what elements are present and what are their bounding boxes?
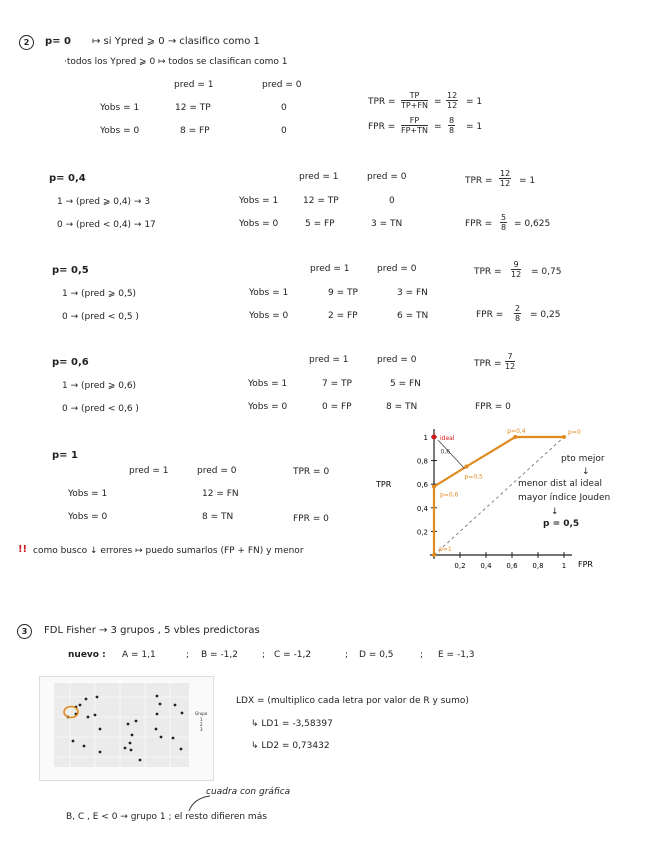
p05-tpr-lhs: TPR = — [474, 267, 502, 277]
p0-fpr-frac2: $\frac{8}{8}$ — [449, 116, 455, 135]
p0-row1-b: 0 — [281, 103, 287, 113]
lda-point — [87, 716, 90, 719]
roc-distance-label: 0,6 — [440, 448, 451, 456]
roc-point — [562, 435, 566, 439]
p05-line2: 0 → (pred < 0,5 ) — [62, 312, 139, 322]
lda-point — [131, 734, 134, 737]
roc-point — [465, 465, 469, 469]
p06-line1: 1 → (pred ⩾ 0,6) — [62, 381, 137, 391]
lda-plot-image — [39, 676, 214, 781]
s3-sep-2: ; — [262, 650, 266, 660]
lda-legend-3: 3 — [200, 727, 203, 732]
roc-note-p05: p = 0,5 — [543, 519, 580, 529]
s3-ld2: ↳ LD2 = 0,73432 — [251, 741, 330, 751]
lda-point — [181, 712, 184, 715]
p04-row1-label: Yobs = 1 — [239, 196, 279, 206]
p04-row1-b: 0 — [389, 196, 395, 206]
roc-y-tick-label: 0,6 — [416, 481, 428, 490]
p04-tpr-lhs: TPR = — [465, 176, 493, 186]
s3-val-c: C = -1,2 — [274, 650, 312, 660]
p0-fpr-lhs: FPR = — [368, 122, 396, 132]
conclusion-mark: !! — [18, 544, 28, 555]
lda-point — [129, 742, 132, 745]
lda-legend-2: 2 — [200, 722, 203, 727]
roc-point-label: p=0,5 — [464, 473, 483, 481]
p05-fpr-frac: $\frac{2}{8}$ — [515, 304, 521, 323]
roc-note-youden: mayor índice Jouden — [518, 493, 611, 503]
p06-row2-b: 8 = TN — [386, 402, 418, 412]
p06-row1-label: Yobs = 1 — [248, 379, 288, 389]
lda-point — [130, 749, 133, 752]
lda-point — [180, 748, 183, 751]
p05-tpr-result: = 0,75 — [531, 267, 562, 277]
p1-col-pred0: pred = 0 — [197, 466, 237, 476]
p05-row1-label: Yobs = 1 — [249, 288, 289, 298]
p04-fpr-lhs: FPR = — [465, 219, 493, 229]
p1-fpr: FPR = 0 — [293, 514, 329, 524]
p04-fpr-frac: $\frac{5}{8}$ — [501, 213, 507, 232]
p1-tpr: TPR = 0 — [293, 467, 330, 477]
roc-x-tick-label: 1 — [561, 562, 567, 570]
s3-sep-3: ; — [345, 650, 349, 660]
p0-fpr-eq: = — [434, 122, 442, 132]
p05-col-pred0: pred = 0 — [377, 264, 417, 274]
lda-point — [124, 747, 127, 750]
lda-point — [172, 737, 175, 740]
roc-x-label: FPR — [578, 560, 593, 569]
p0-tpr-frac2: $\frac{12}{12}$ — [447, 91, 458, 110]
p05-row2-a: 2 = FP — [328, 311, 358, 321]
p0-row2-label: Yobs = 0 — [100, 126, 140, 136]
s3-val-d: D = 0,5 — [359, 650, 394, 660]
p05-line1: 1 → (pred ⩾ 0,5) — [62, 289, 137, 299]
p0-rule: ↦ si Ypred ⩾ 0 → clasifico como 1 — [92, 36, 260, 47]
p05-fpr-result: = 0,25 — [530, 310, 561, 320]
p1-heading: p= 1 — [52, 450, 78, 461]
p0-tpr-eq: = — [434, 97, 442, 107]
roc-y-tick-label: 0,8 — [416, 457, 428, 466]
s3-new-label: nuevo : — [68, 650, 106, 660]
lda-plot-panel — [54, 683, 189, 767]
roc-note-best: pto mejor — [561, 454, 605, 464]
roc-x-tick-label: 0,6 — [506, 562, 518, 570]
p06-row2-label: Yobs = 0 — [248, 402, 288, 412]
p1-row2-label: Yobs = 0 — [68, 512, 108, 522]
p04-col-pred1: pred = 1 — [299, 172, 339, 182]
p06-row1-b: 5 = FN — [390, 379, 421, 389]
p05-tpr-frac: $\frac{9}{12}$ — [511, 260, 522, 279]
roc-y-tick-label: 1 — [423, 434, 428, 442]
roc-point — [432, 553, 436, 557]
p04-col-pred0: pred = 0 — [367, 172, 407, 182]
p05-row2-b: 6 = TN — [397, 311, 429, 321]
p0-row2-b: 0 — [281, 126, 287, 136]
p1-row2-b: 8 = TN — [202, 512, 234, 522]
p04-row2-a: 5 = FP — [305, 219, 335, 229]
p06-tpr-lhs: TPR = — [474, 359, 502, 369]
roc-note-arrow1: ↓ — [582, 467, 590, 477]
p1-row1-b: 12 = FN — [202, 489, 239, 499]
roc-point-label: p=0,6 — [440, 491, 459, 499]
p04-heading: p= 0,4 — [49, 173, 86, 184]
roc-point — [513, 435, 517, 439]
p0-fpr-result: = 1 — [466, 122, 483, 132]
p06-col-pred0: pred = 0 — [377, 355, 417, 365]
lda-point — [83, 745, 86, 748]
p05-row1-a: 9 = TP — [328, 288, 358, 298]
roc-ideal-label: ideal — [440, 435, 455, 442]
s3-val-e: E = -1,3 — [438, 650, 475, 660]
p06-col-pred1: pred = 1 — [309, 355, 349, 365]
p06-fpr: FPR = 0 — [475, 402, 511, 412]
p0-row2-a: 8 = FP — [180, 126, 210, 136]
roc-x-tick-label: 0,2 — [454, 562, 466, 570]
p0-note: ·todos los Ypred ⩾ 0 ↦ todos se clasifican como 1 — [64, 57, 288, 67]
s3-final: B, C , E < 0 → grupo 1 ; el resto difieren más — [66, 812, 267, 822]
s3-sep-1: ; — [186, 650, 190, 660]
roc-note-arrow2: ↓ — [551, 507, 559, 517]
conclusion-text: como busco ↓ errores ↦ puedo sumarlos (FP + FN) y menor — [33, 546, 304, 556]
lda-legend-1: 1 — [200, 717, 203, 722]
roc-y-tick-label: 0,2 — [416, 528, 428, 537]
lda-point — [94, 714, 97, 717]
lda-point — [99, 751, 102, 754]
roc-point-label: p=0 — [568, 429, 581, 436]
lda-point — [135, 720, 138, 723]
p06-tpr-frac: $\frac{7}{12}$ — [505, 352, 516, 371]
p05-row1-b: 3 = FN — [397, 288, 428, 298]
lda-point — [159, 703, 162, 706]
p04-line2: 0 → (pred < 0,4) → 17 — [57, 220, 156, 230]
p04-line1: 1 → (pred ⩾ 0,4) → 3 — [57, 197, 151, 207]
p0-tpr-result: = 1 — [466, 97, 483, 107]
p06-row1-a: 7 = TP — [322, 379, 352, 389]
p05-heading: p= 0,5 — [52, 265, 89, 276]
s3-title: FDL Fisher → 3 grupos , 5 vbles predictoras — [44, 625, 260, 636]
lda-point — [155, 728, 158, 731]
lda-point — [79, 704, 82, 707]
p05-col-pred1: pred = 1 — [310, 264, 350, 274]
p0-row1-label: Yobs = 1 — [100, 103, 140, 113]
s3-ld1: ↳ LD1 = -3,58397 — [251, 719, 333, 729]
p06-heading: p= 0,6 — [52, 357, 89, 368]
p0-fpr-frac1: $\frac{FP}{FP+TN}$ — [401, 116, 428, 135]
p05-fpr-lhs: FPR = — [476, 310, 504, 320]
lda-point — [99, 728, 102, 731]
lda-point — [72, 740, 75, 743]
p1-row1-label: Yobs = 1 — [68, 489, 108, 499]
roc-y-tick-label: 0,4 — [416, 504, 428, 513]
roc-x-tick-label: 0,8 — [532, 562, 544, 570]
p05-row2-label: Yobs = 0 — [249, 311, 289, 321]
roc-point-label: p=1 — [439, 546, 452, 553]
p04-tpr-frac: $\frac{12}{12}$ — [500, 169, 511, 188]
p04-row2-b: 3 = TN — [371, 219, 403, 229]
p0-tpr-lhs: TPR = — [368, 97, 396, 107]
lda-point — [139, 759, 142, 762]
roc-ideal-point — [432, 435, 437, 440]
roc-x-tick-label: 0,4 — [480, 562, 492, 570]
p0-col-pred1: pred = 1 — [174, 80, 214, 90]
s3-val-a: A = 1,1 — [122, 650, 156, 660]
roc-y-label: TPR — [376, 480, 392, 490]
s3-ldx: LDX = (multiplico cada letra por valor de R y sumo) — [236, 696, 469, 706]
p0-tpr-frac1: $\frac{TP}{TP+FN}$ — [401, 91, 428, 110]
p06-line2: 0 → (pred < 0,6 ) — [62, 404, 139, 414]
lda-point — [85, 698, 88, 701]
lda-point — [174, 704, 177, 707]
section-2-number: 2 — [19, 35, 34, 50]
p04-fpr-result: = 0,625 — [514, 219, 551, 229]
p0-heading: p= 0 — [45, 36, 71, 47]
lda-point — [160, 736, 163, 739]
lda-point — [156, 713, 159, 716]
lda-legend-title: Grupo — [195, 711, 208, 716]
s3-val-b: B = -1,2 — [201, 650, 238, 660]
lda-point — [156, 695, 159, 698]
p04-row1-a: 12 = TP — [303, 196, 339, 206]
p0-col-pred0: pred = 0 — [262, 80, 302, 90]
roc-point-label: p=0,4 — [507, 428, 526, 435]
roc-note-dist: menor dist al ideal — [518, 479, 603, 489]
p0-row1-a: 12 = TP — [175, 103, 211, 113]
p04-tpr-result: = 1 — [519, 176, 536, 186]
p1-col-pred1: pred = 1 — [129, 466, 169, 476]
p04-row2-label: Yobs = 0 — [239, 219, 279, 229]
lda-point — [127, 723, 130, 726]
roc-point — [432, 485, 436, 489]
section-3-number: 3 — [17, 624, 32, 639]
p06-row2-a: 0 = FP — [322, 402, 352, 412]
s3-cuadra-note: cuadra con gráfica — [206, 787, 291, 797]
s3-sep-4: ; — [420, 650, 424, 660]
lda-point — [96, 696, 99, 699]
